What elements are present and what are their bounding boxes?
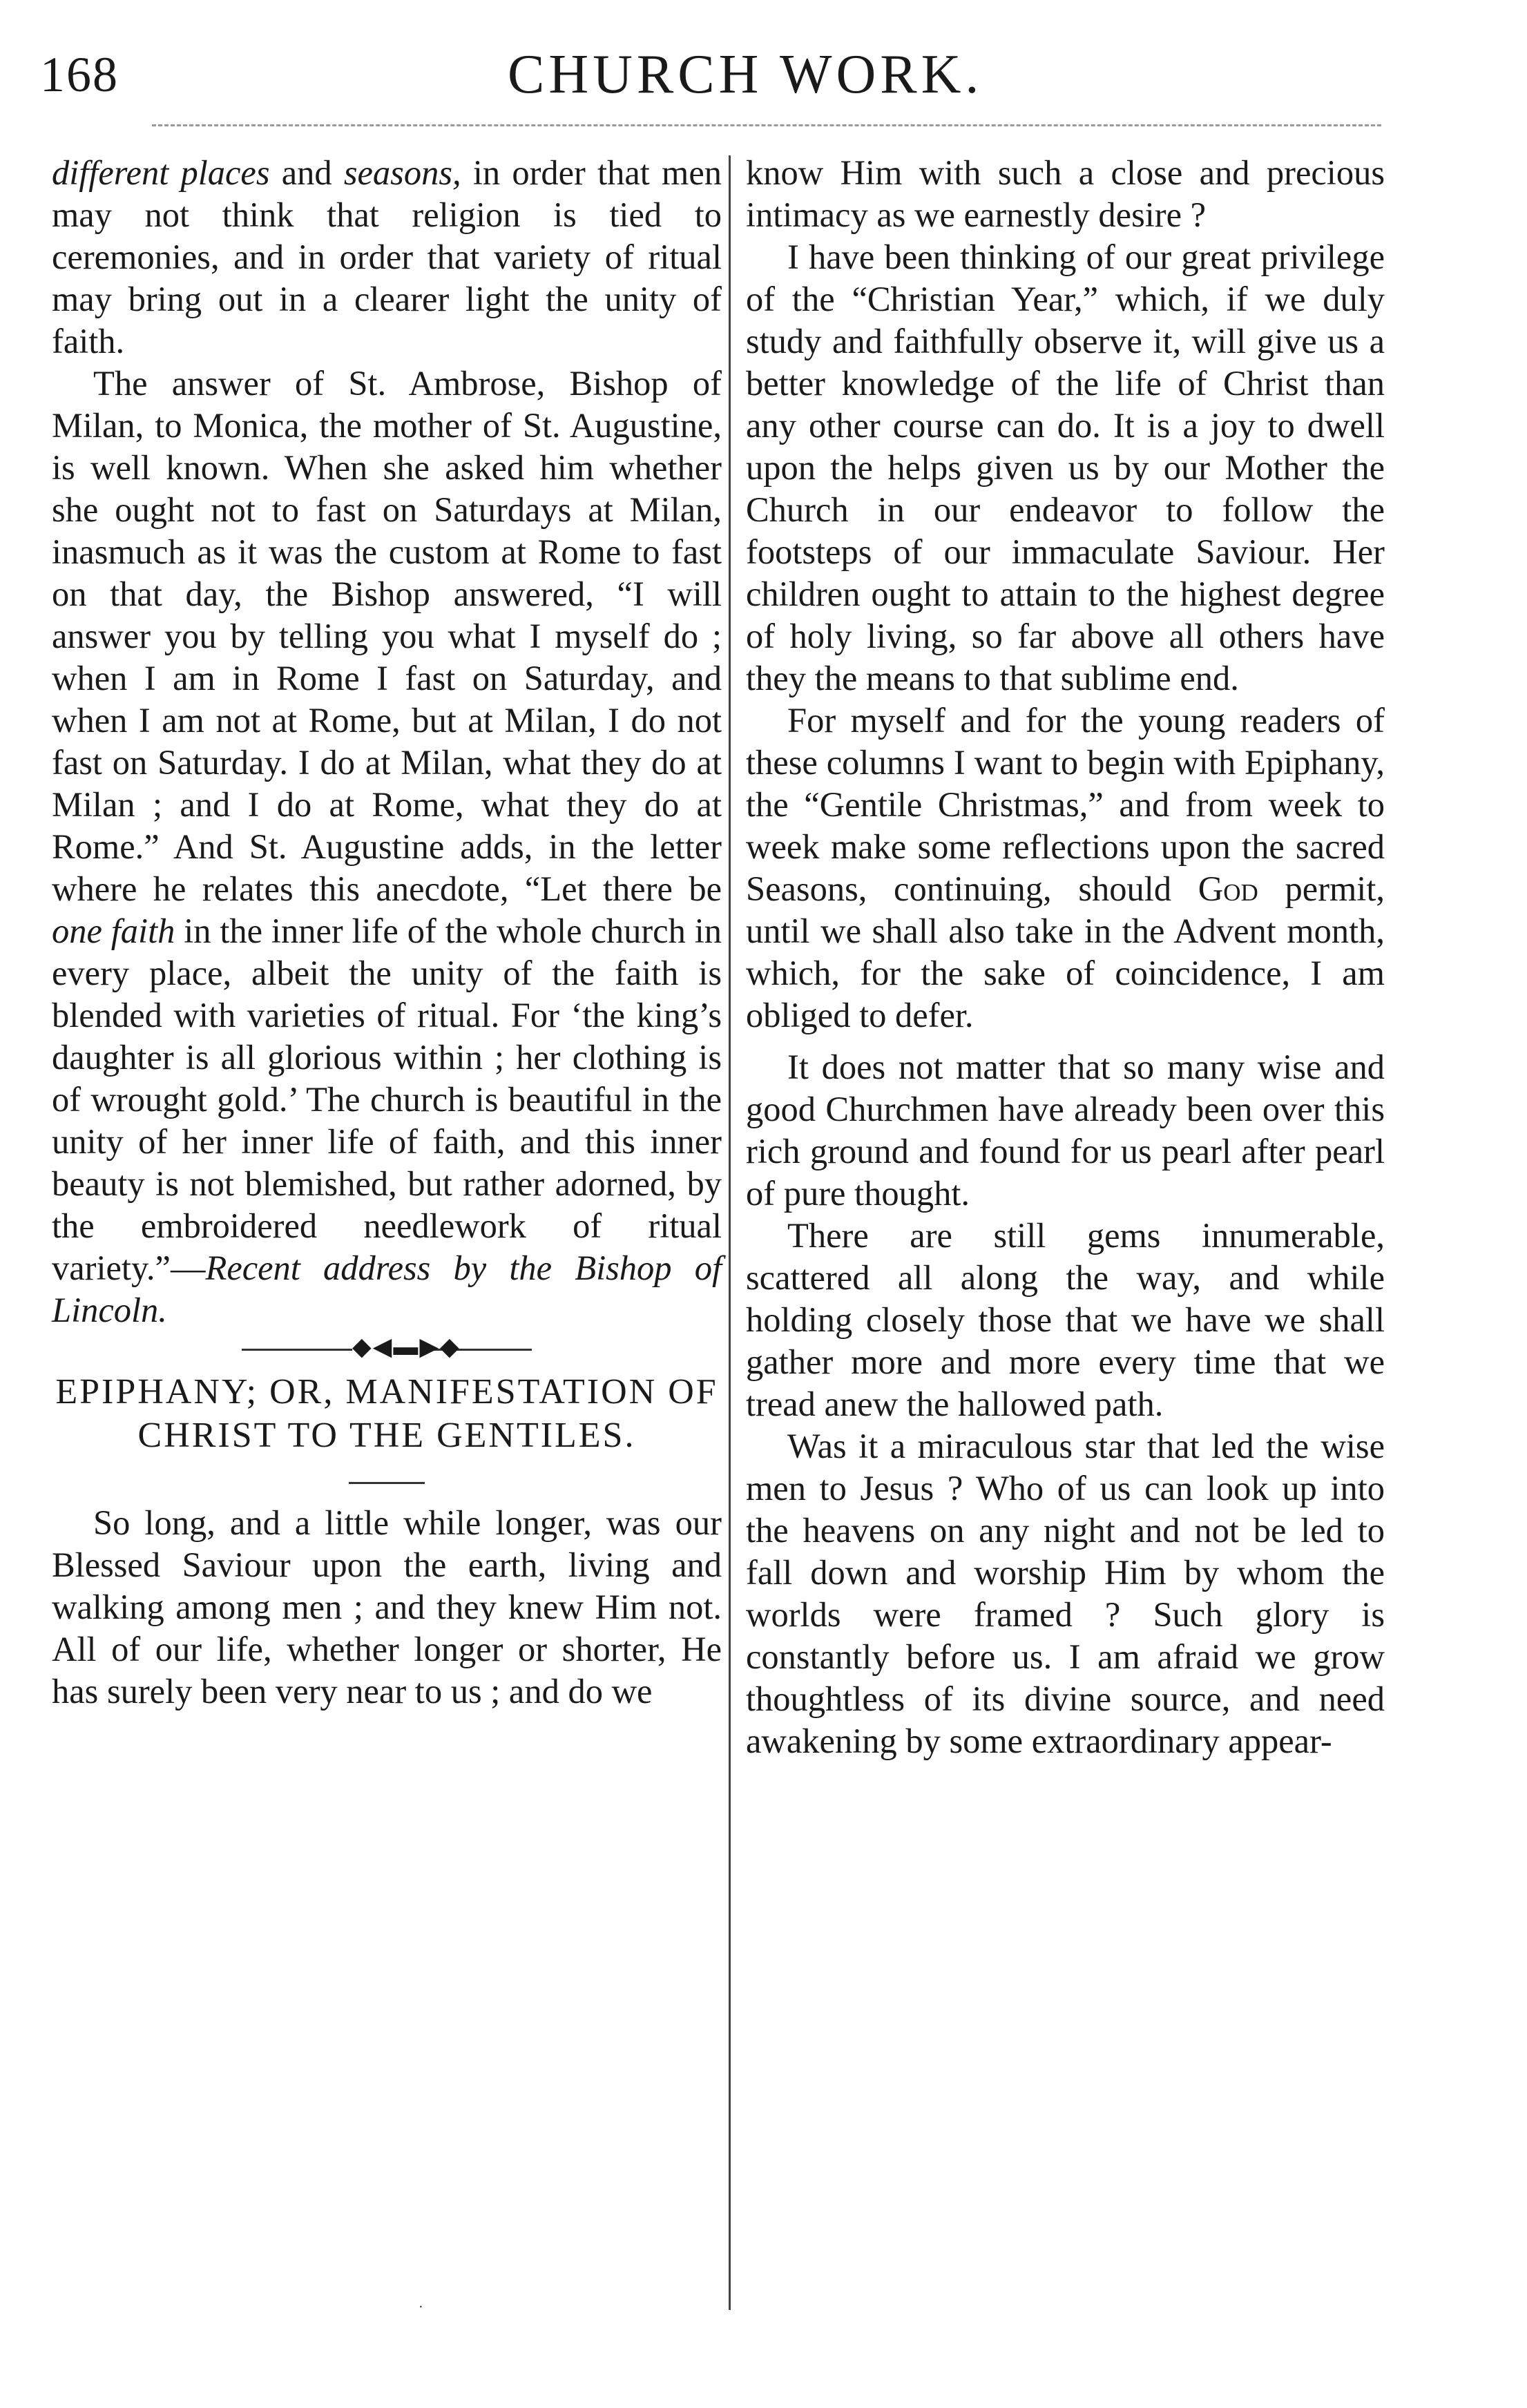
text-run: God [1198,869,1258,908]
text-run: one faith [52,912,175,950]
text-run: Was it a miraculous star that led the wise men to Jesus ? Who of us can look up into the heavens on any night and not be led to fall down and worship Him by whom the worlds were framed ? Such glory is constantly before us. I am afraid we grow thoughtless of its divine source, and need awakening by some extraordinary appear- [746,1427,1385,1760]
running-title: CHURCH WORK. [508,44,983,105]
left-column-paragraphs [52,152,722,1331]
text-run: permit, until we shall also take in the Advent month, which, for the sake of coincidence, I am obliged to defer. [746,869,1385,1034]
right-column-paragraphs [746,152,1385,1762]
paragraph [746,1046,1385,1215]
text-run: seasons, [343,153,461,192]
paragraph [746,700,1385,1037]
page-speck: · [419,2300,423,2315]
text-run: For myself and for the young readers of these columns I want to begin with Epiphany, the “Gentile Christmas,” and from week to week make some reflections upon the sacred Seasons, continuing, should [746,701,1385,908]
page-header [0,38,1527,121]
text-run: in the inner life of the whole church in every place, albeit the unity of the faith is blended with varieties of ritual. For ‘the king’s daughter is all glorious within ; her clothing is of wrought gold.’ The church is beautiful in the unity of her inner life of faith, and this inner beauty is not blemished, but rather adorned, by the embroidered needlework of ritual variety.”— [52,912,722,1287]
paragraph [746,236,1385,700]
paragraph [52,152,722,363]
paragraph [52,1502,722,1713]
column-divider [729,155,731,2310]
left-column [52,152,722,1713]
text-run: I have been thinking of our great privilege of the “Christian Year,” which, if we duly study and faithfully observe it, will give us a better knowledge of the life of Christ than any other course can do. It is a joy to dwell upon the helps given us by our Mother the Church in our endeavor to follow the footsteps of our immaculate Saviour. Her children ought to attain to the highest degree of holy living, so far above all others have they the means to that sublime end. [746,238,1385,697]
right-column [746,152,1385,1762]
section-heading: EPIPHANY; OR, MANIFESTATION OF CHRIST TO THE GENTILES. [55,1372,718,1455]
section-paragraphs [52,1502,722,1713]
heading-rule [349,1482,425,1484]
text-run: know Him with such a close and precious intimacy as we earnestly desire ? [746,153,1385,234]
text-run: different places [52,153,270,192]
page-number: 168 [40,47,119,102]
text-run: There are still gems innumerable, scattered all along the way, and while holding closely those that we have we shall gather more and more every time that we tread anew the hallowed path. [746,1216,1385,1423]
text-run: Recent address by the Bishop of Lincoln. [52,1249,722,1329]
paragraph [746,1425,1385,1762]
text-run: and [269,153,344,192]
paragraph [52,363,722,1331]
text-run: So long, and a little while longer, was our Blessed Saviour upon the earth, living and walking among men ; and they knew Him not. All of our life, whether longer or shorter, He has surely been very near to us ; and do we [52,1503,722,1711]
text-run: in order that men may not think that religion is tied to ceremonies, and in order that variety of ritual may bring out in a clearer light the unity of faith. [52,153,722,360]
text-run: It does not matter that so many wise and good Churchmen have already been over this rich ground and found for us pearl after pearl of pure thought. [746,1048,1385,1213]
paragraph [746,1215,1385,1425]
section-ornament [242,1333,532,1360]
ornament-glyph: ◆◀▬▶◆ [352,1330,421,1363]
paragraph [746,152,1385,236]
header-rule [152,124,1381,126]
text-run: The answer of St. Ambrose, Bishop of Milan, to Monica, the mother of St. Augustine, is well known. When she asked him whether she ought not to fast on Saturdays at Milan, inasmuch as it was the custom at Rome to fast on that day, the Bishop answered, “I will answer you by telling you what I myself do ; when I am in Rome I fast on Saturday, and when I am not at Rome, but at Milan, I do not fast on Saturday. I do at Milan, what they do at Milan ; and I do at Rome, what they do at Rome.” And St. Augustine adds, in the letter where he relates this anecdote, “Let there be [52,364,722,908]
